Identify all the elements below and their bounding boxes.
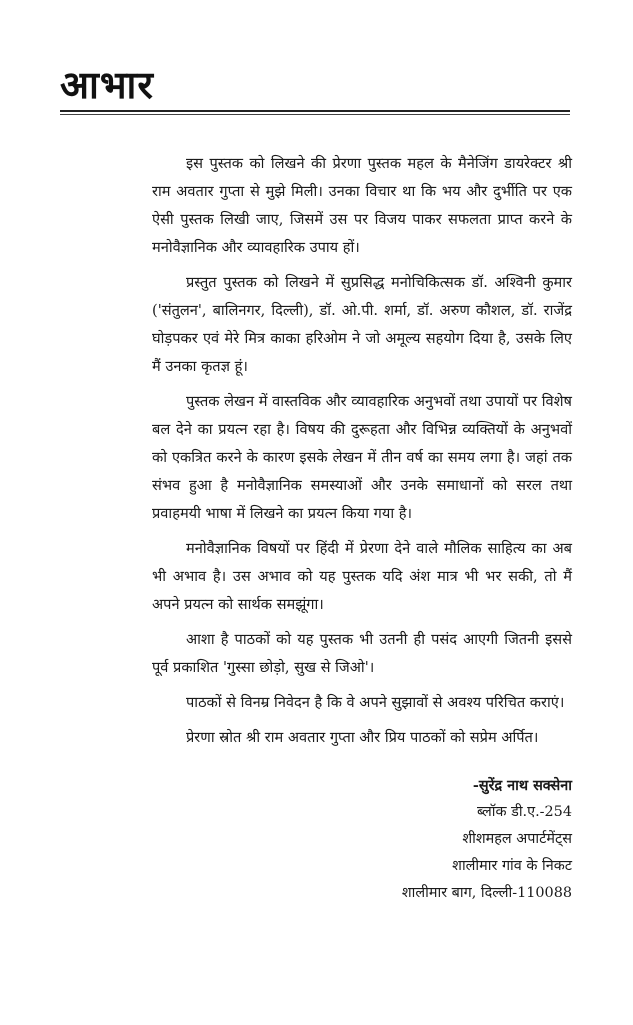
signature-block <box>212 772 572 907</box>
paragraph: पुस्तक लेखन में वास्तविक और व्यावहारिक अनुभवों तथा उपायों पर विशेष बल देने का प्रयत्न रहा है। विषय की दुरूहता और विभिन्न व्यक्तियों के अनुभवों को एकत्रित करने के कारण इसके लेखन में तीन वर्ष का समय लगा है। जहां तक संभव हुआ है मनोवैज्ञानिक समस्याओं और उनके समाधानों को सरल तथा प्रवाहमयी भाषा में लिखने का प्रयत्न किया गया है। <box>152 393 572 522</box>
paragraph: पाठकों से विनम्र निवेदन है कि वे अपने सुझावों से अवश्य परिचित कराएं। <box>186 694 565 711</box>
title-underline <box>60 110 570 115</box>
address-line: शालीमार बाग, दिल्ली-110088 <box>401 885 572 901</box>
paragraph: आशा है पाठकों को यह पुस्तक भी उतनी ही पसंद आएगी जितनी इससे पूर्व प्रकाशित 'गुस्सा छोड़ो, सुख से जिओ'। <box>152 631 572 676</box>
body-text <box>152 150 572 759</box>
paragraph: इस पुस्तक को लिखने की प्रेरणा पुस्तक महल के मैनेजिंग डायरेक्टर श्री राम अवतार गुप्ता से मुझे मिली। उनका विचार था कि भय और दुर्भीति पर एक ऐसी पुस्तक लिखी जाए, जिसमें उस पर विजय पाकर सफलता प्राप्त करने के मनोवैज्ञानिक और व्यावहारिक उपाय हों। <box>152 155 572 256</box>
paragraph: मनोवैज्ञानिक विषयों पर हिंदी में प्रेरणा देने वाले मौलिक साहित्य का अब भी अभाव है। उस अभाव को यह पुस्तक यदि अंश मात्र भी भर सकी, तो मैं अपने प्रयत्न को सार्थक समझूंगा। <box>152 540 572 613</box>
address-line: शालीमार गांव के निकट <box>452 858 572 874</box>
author-name: -सुरेंद्र नाथ सक्सेना <box>472 777 572 794</box>
address-line: ब्लॉक डी.ए.-254 <box>477 804 572 820</box>
paragraph: प्रस्तुत पुस्तक को लिखने में सुप्रसिद्ध मनोचिकित्सक डॉ. अश्विनी कुमार ('संतुलन', बालिनगर, दिल्ली), डॉ. ओ.पी. शर्मा, डॉ. अरुण कौशल, डॉ. राजेंद्र घोड़पकर एवं मेरे मित्र काका हरिओम ने जो अमूल्य सहयोग दिया है, उसके लिए मैं उनका कृतज्ञ हूं। <box>152 274 572 375</box>
page-title: आभार <box>60 63 154 107</box>
address-line: शीशमहल अपार्टमेंट्स <box>462 831 572 847</box>
paragraph: प्रेरणा स्रोत श्री राम अवतार गुप्ता और प्रिय पाठकों को सप्रेम अर्पित। <box>186 729 539 746</box>
